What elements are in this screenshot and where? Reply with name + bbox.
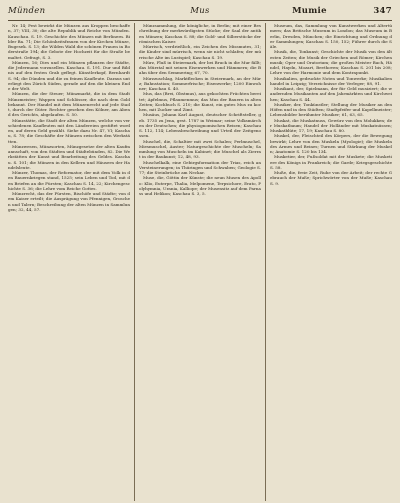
text-columns xyxy=(8,23,392,501)
header-rule xyxy=(8,20,392,21)
entry-paragraph: Museum, das, Sammlung von Kunstwerken und Altertümern; das Britische Museum in London; das Museum in Berlin, Dresden, München; die Einrichtung und Ordnung der Sammlungen; Kaschau S. 150, 152; Führer durch die Säle. xyxy=(270,23,392,49)
entry-paragraph: Musäus, Johann Karl August, deutscher Schriftsteller, geb. 1735 zu Jena, gest. 1787 in Weimar; seine Volksmärchen der Deutschen; die physiognomischen Reisen; Kaschau S. 112, 114; Lebensbeschreibung und Urteil der Zeitgenossen. xyxy=(139,112,261,139)
entry-paragraph: Muße, die, freie Zeit, Ruhe von der Arbeit; der rechte Gebrauch der Muße; Sprichwörter von der Muße; Kaschau S. 9. xyxy=(270,170,392,186)
entry-paragraph: Musikant, der, Spielmann, der für Geld musiziert; die wandernden Musikanten auf den Jahrmärkten und Kirchweihen; Kaschau S. 44. xyxy=(270,86,392,102)
entry-paragraph: Mus, das (Brei, Obstmus), aus gekochten Früchten bereitet; Apfelmus, Pflaumenmus; das Mus der Bauern in alten Zeiten; Kochbuch S. 210; die Kunst, ein gutes Mus zu kochen, mit Zucker und Zimt. xyxy=(139,91,261,112)
column-divider xyxy=(265,23,266,501)
page-number: 347 xyxy=(373,6,392,16)
entry-paragraph: Muskat, die Muskatnuss, Gewürz von den Molukken; der Muskatbaum; Handel der Holländer mit Muskatnüssen; Muskatblüte; 17, 19; Kaschau S. 80. xyxy=(270,117,392,133)
column-2 xyxy=(139,23,261,501)
entry-paragraph: Münzstätte, die Stadt der alten Münzen, welche von verschiedenen Kaufleuten mit den Ländereien gestiftet worden, auf deren Geld gezählt. Siehe dazu Nr. 47, VI; Kaschau, S. 78; die Geschäfte der Münzen zwischen den Werkstätten. xyxy=(8,117,130,144)
entry-paragraph: Münzsammlung, die königliche, in Berlin; mit einer Beschreibung der merkwürdigsten Stücke; der Saal der antiken Münzen; Kaschau S. 88; die Gold- und Silberstücke der römischen Kaiser. xyxy=(139,23,261,44)
entry-paragraph: Münzwesen, Münzsorten, Münzgesetze der alten Kaufmannschaft, von den Städten und Städtebünden, 82. Die Werkstätten der Kunst und Bearbeitung des Geldes. Kaschau. S. 101; die Münzen in den Kellern und Häusern der Handelsleute. xyxy=(8,143,130,170)
entry-paragraph: Muschelkalk, eine Gebirgsformation der Trias, reich an Versteinerungen; in Thüringen und Schwaben; Geologie S. 77; die Steinbrüche am Neckar. xyxy=(139,159,261,175)
entry-paragraph: Mürzzuschlag, Marktflecken in Steiermark, an der Mürz; Bahnstation; Sommerfrische; Eisenwerke; 1200 Einwohner; Kaschau S. 40. xyxy=(139,75,261,91)
entry-paragraph: Musiker, der, Tonkünstler; Stellung der Musiker an den Höfen und in den Städten; Stadtpfeifer und Kapellmeister; Lebensbilder berühmter Musiker; 61, 63, 65. xyxy=(270,101,392,118)
column-1 xyxy=(8,23,130,501)
header-center-keyword: Mus xyxy=(190,6,210,16)
entry-paragraph: Münzen, 16; Dies und ein Münzen pflanzen der Städte, die Jedermann vorzusellen. Kaschau. S. 191. Dur und Bildnis auf den festen Grab geflegt. Künstlerkopf, Bernhardt S. 94; die Dünden und die zu feinen Kaufleute. Daraus unterliegt den Zürich Süden, gerade auf den die kleinen Ende der Welt. xyxy=(8,59,130,91)
entry-paragraph: Musketier, der, Fußsoldat mit der Muskete; die Musketiere des Königs in Frankreich; die Garde; Kriegsgeschichte S. 58. xyxy=(270,154,392,170)
page-header xyxy=(8,6,392,18)
header-left-keyword: Münden xyxy=(8,6,46,16)
entry-paragraph: Muse, die, Göttin der Künste; die neun Musen des Apollo: Klio, Euterpe, Thalia, Melpomene, Terpsichore, Erato, Polyhymnia, Urania, Kalliope; der Musensitz auf dem Parnass und Helikon; Kaschau S. 3, 5. xyxy=(139,175,261,196)
entry-paragraph: Mürrisch, verdrießlich, ein Zeichen des Missmutes, 31; die Kinder sind mürrisch, wenn sie nicht schlafen; der mürrische Alte im Lustspiel; Kaschau S. 19. xyxy=(139,44,261,60)
entry-paragraph: Muschel, die, Schaltier mit zwei Schalen; Perlmuschel, Miesmuschel, Auster; Naturgeschichte der Muscheln; Sammlung von Muscheln im Kabinet; die Muschel als Zierrat in der Baukunst; 12, 48, 93. xyxy=(139,138,261,160)
column-3 xyxy=(270,23,392,501)
entry-paragraph: Mürz, Fluß in Steiermark, der bei Bruck in die Mur fällt; das Mürztal mit seinen Eisenwerken und Hämmern; die Bahn über den Semmering; 67, 70. xyxy=(139,59,261,76)
entry-paragraph: Muskel, der, Fleischteil des Körpers, der die Bewegung bewirkt; Lehre von den Muskeln (Myologie); die Muskeln des Armes und Beines; Turnen und Stärkung der Muskeln; Anatomie S. 120 bis 134. xyxy=(270,133,392,154)
entry-paragraph: Münzer, Thomas, der Reformator, der mit dem Volk in den Bauernkriegen stand, 1525; sein Leben und Tod, mit den Briefen an die Fürsten; Kaschau S. 14, 22; Kirchengeschichte S. 36; die Lehre vom Reiche Gottes. xyxy=(8,170,130,191)
column-divider xyxy=(134,23,135,501)
entry-paragraph: Musik, die, Tonkunst; Geschichte der Musik von den ältesten Zeiten; die Musik der Griechen und Römer; Kirchenmusik; Oper und Oratorium; die großen Meister Bach, Händel, Haydn, Mozart, Beethoven; Kaschau S. 201 bis 208; Lehre von der Harmonie und dem Kontrapunkt. xyxy=(270,49,392,76)
entry-paragraph: Nr. 14; Pest bewirkt die Münzen aus Kroppen beschaffen, 37; VIII, 30; die alte Republik und Reiche von Münden. Kauschau. S. 19. Geschichte des Münzes mit Berlinern. Bilder Ba. 71; Die Schönheitsfrauen von der Kirchen Münze, Bugesek. S. 13; die Wilden Wald die schönen Frauen in Boderstraße 194; die Gebote der Hochzeit für die Straße bemaltet. Gefragt, S. 3. xyxy=(8,23,130,60)
header-right-keyword: Mumie xyxy=(292,6,327,16)
entry-paragraph: Münzen, die der Steuer; Münzmarkt, die in dem Stadt Münzmeister; Wappen und Schlösser, die nach dem Gold bekannt. Der Handel mit dem Münzenrecht auf jede Stadt, durch der Güter. Rechter gesehen den Kölner, am Abend des Gerichts, abgelaufen. S. 50. xyxy=(8,91,130,118)
entry-paragraph: Münzrecht, das der Fürsten, Bischöfe und Städte; von dem Kaiser erteilt; die Ausprägung von Pfennigen, Groschen und Talern; Beschreibung der alten Münzen in Sammlungen; 32, 44, 57. xyxy=(8,191,130,212)
entry-paragraph: Musikalien, gedruckte Noten und Tonwerke; Musikalienhandel in Leipzig; Verzeichnisse der Verleger; 88, 91. xyxy=(270,75,392,86)
